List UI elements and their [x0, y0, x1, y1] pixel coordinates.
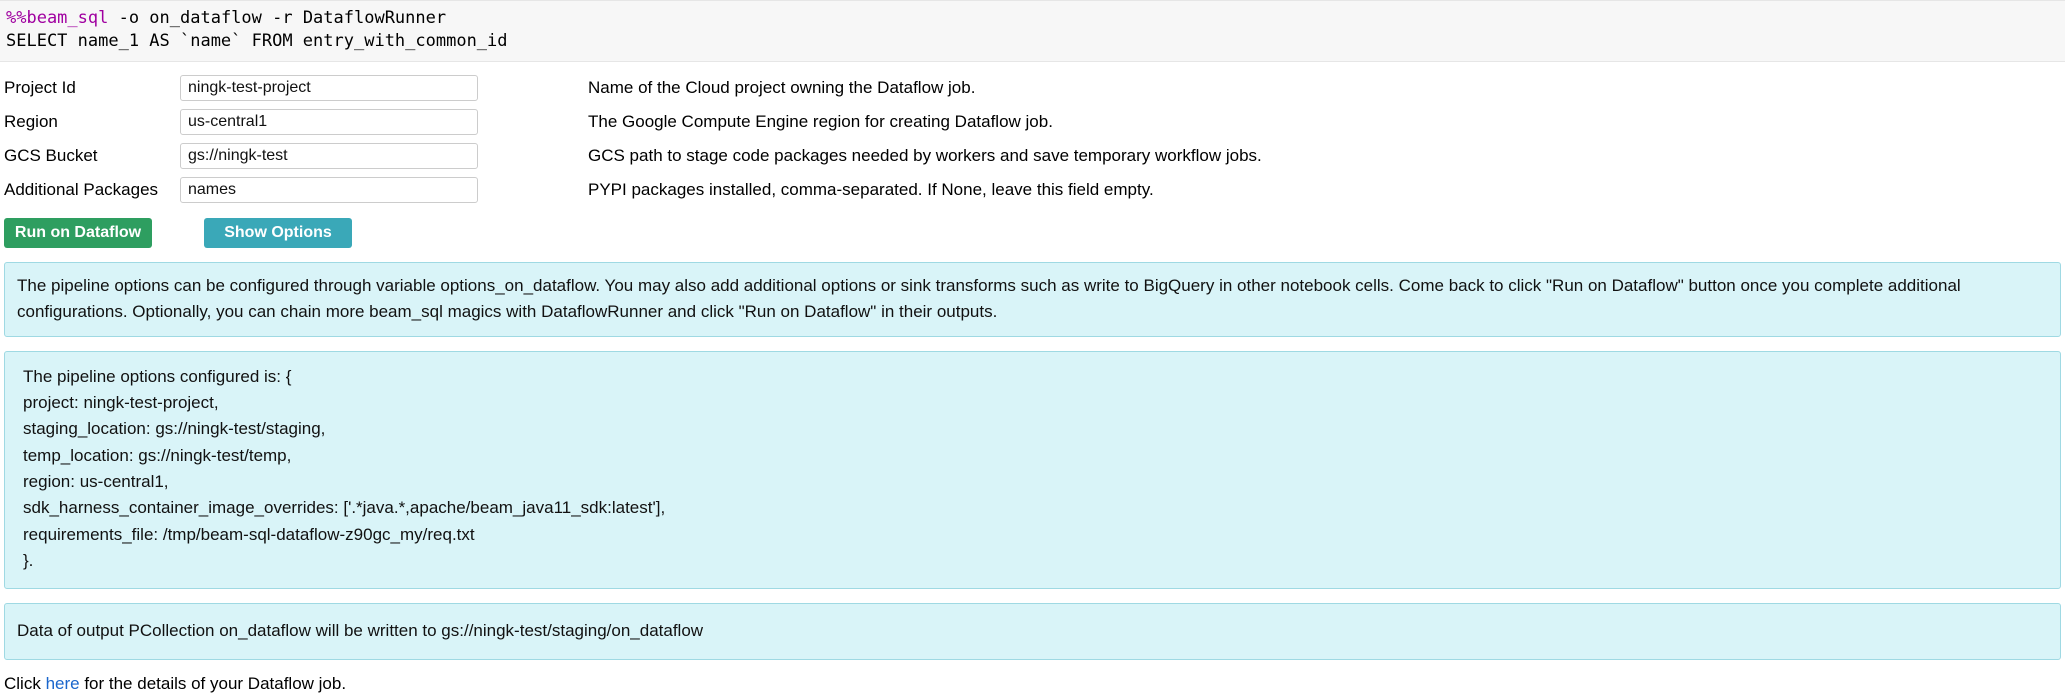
beam-sql-magic-token: %%beam_sql — [6, 8, 109, 28]
dataflow-job-link[interactable]: here — [45, 673, 80, 693]
link-suffix-text: for the details of your Dataflow job. — [79, 673, 347, 693]
options-line-region: region: us-central1, — [23, 471, 169, 491]
output-location-notice — [4, 603, 2061, 659]
gcs-bucket-input[interactable] — [180, 143, 478, 169]
label-region: Region — [4, 111, 58, 131]
form-row-region — [0, 106, 2065, 138]
form-row-additional-packages — [0, 174, 2065, 206]
pipeline-options-notice — [4, 351, 2061, 590]
help-gcs-bucket: GCS path to stage code packages needed by workers and save temporary workflow jobs. — [588, 145, 1262, 165]
run-on-dataflow-button[interactable]: Run on Dataflow — [4, 218, 152, 248]
help-additional-packages: PYPI packages installed, comma-separated. If None, leave this field empty. — [588, 179, 1154, 199]
options-line-staging-location: staging_location: gs://ningk-test/staging, — [23, 419, 326, 439]
region-input[interactable] — [180, 109, 478, 135]
code-line-sql: SELECT name_1 AS `name` FROM entry_with_common_id — [6, 30, 508, 51]
label-project-id: Project Id — [4, 77, 76, 97]
form-row-project-id — [0, 72, 2065, 104]
label-additional-packages: Additional Packages — [4, 179, 159, 199]
show-options-button[interactable]: Show Options — [204, 218, 352, 248]
options-line-project: project: ningk-test-project, — [23, 392, 219, 412]
configure-hint-text: The pipeline options can be configured through variable options_on_dataflow. You may also add additional options or sink transforms such as write to BigQuery in other notebook cells. Come back to click "Run on Dataflow" button once you complete additional configurations. Optionally, you can chain more beam_sql magics with DataflowRunner and click "Run on Dataflow" in their outputs. — [17, 275, 1961, 322]
project-id-input[interactable] — [180, 75, 478, 101]
help-region: The Google Compute Engine region for creating Dataflow job. — [588, 111, 1053, 131]
options-line-sdk-harness-overrides: sdk_harness_container_image_overrides: ['.*java.*,apache/beam_java11_sdk:latest'], — [23, 498, 666, 518]
options-footer: }. — [23, 550, 34, 570]
dataflow-job-link-line — [4, 674, 2065, 694]
dataflow-options-form — [0, 62, 2065, 248]
options-line-requirements-file: requirements_file: /tmp/beam-sql-dataflow-z90gc_my/req.txt — [23, 524, 475, 544]
options-header: The pipeline options configured is: { — [23, 366, 292, 386]
output-location-text: Data of output PCollection on_dataflow will be written to gs://ningk-test/staging/on_dataflow — [17, 621, 704, 641]
form-button-row — [0, 218, 2065, 248]
help-project-id: Name of the Cloud project owning the Dataflow job. — [588, 77, 976, 97]
configure-hint-notice — [4, 262, 2061, 337]
magic-args: -o on_dataflow -r DataflowRunner — [108, 8, 447, 28]
link-prefix-text: Click — [4, 673, 46, 693]
form-row-gcs-bucket — [0, 140, 2065, 172]
code-cell[interactable] — [0, 0, 2065, 62]
options-line-temp-location: temp_location: gs://ningk-test/temp, — [23, 445, 292, 465]
additional-packages-input[interactable] — [180, 177, 478, 203]
code-line-magic — [0, 7, 2065, 30]
label-gcs-bucket: GCS Bucket — [4, 145, 98, 165]
